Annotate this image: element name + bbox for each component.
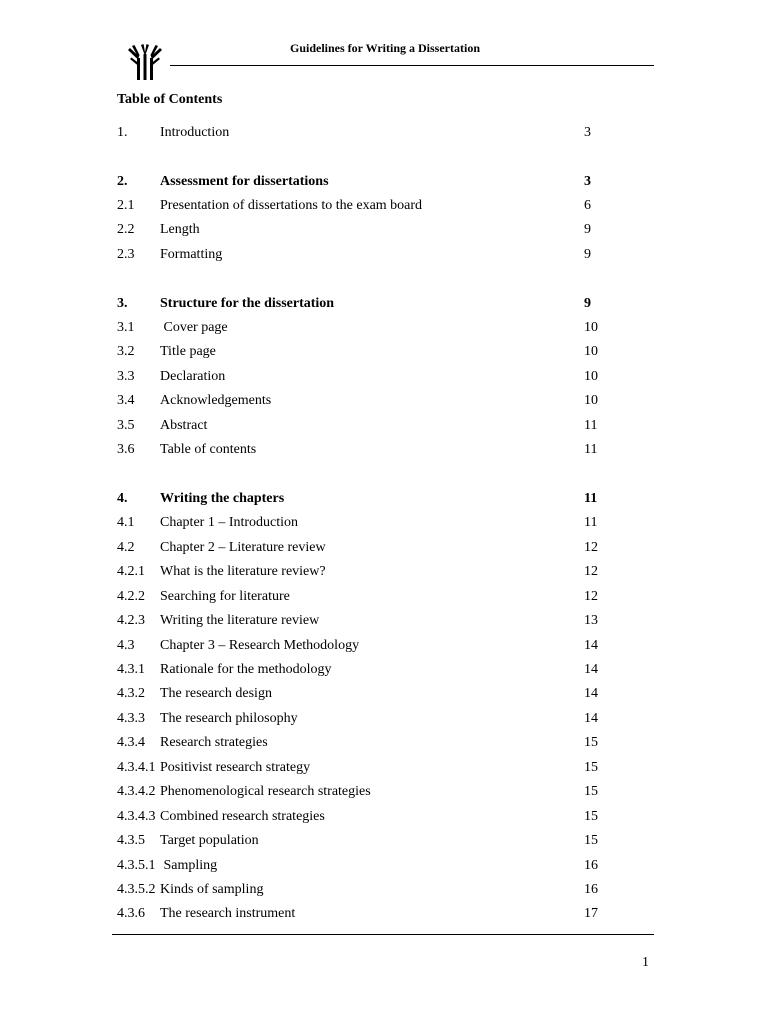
- toc-entry-number: 4.3.4.2: [117, 784, 156, 799]
- toc-entry-title: Combined research strategies: [160, 809, 325, 824]
- toc-entry-title: Writing the literature review: [160, 613, 320, 628]
- toc-entry-page: 16: [584, 858, 598, 873]
- toc-entry-title: Positivist research strategy: [160, 760, 311, 775]
- toc-entry-title: Acknowledgements: [160, 393, 272, 408]
- toc-entry: [0, 342, 768, 362]
- toc-entry-number: 4.3.1: [117, 662, 145, 677]
- toc-entry: [0, 220, 768, 240]
- toc-entry-page: 15: [584, 809, 598, 824]
- toc-entry-number: 4.3.4: [117, 735, 145, 750]
- document-header-title: Guidelines for Writing a Dissertation: [290, 41, 481, 55]
- toc-entry: [0, 172, 768, 192]
- page-number: 1: [642, 955, 649, 970]
- toc-entry-title: Chapter 2 – Literature review: [160, 540, 326, 555]
- toc-entry-title: Rationale for the methodology: [160, 662, 332, 677]
- toc-entry-number: 4.2.3: [117, 613, 145, 628]
- toc-entry-page: 12: [584, 589, 598, 604]
- toc-entry-title: Cover page: [160, 320, 228, 335]
- toc-entry-title: The research philosophy: [160, 711, 298, 726]
- toc-entry: [0, 904, 768, 924]
- toc-entry-page: 14: [584, 711, 598, 726]
- toc-entry: [0, 123, 768, 143]
- toc-entry-number: 1.: [117, 125, 128, 140]
- toc-entry: [0, 856, 768, 876]
- toc-entry-page: 16: [584, 882, 598, 897]
- toc-entry-title: Declaration: [160, 369, 226, 384]
- toc-entry: [0, 684, 768, 704]
- toc-entry-page: 11: [584, 515, 598, 530]
- toc-entry-title: Sampling: [160, 858, 218, 873]
- toc-entry-page: 14: [584, 686, 598, 701]
- toc-entry-number: 2.1: [117, 198, 135, 213]
- toc-entry: [0, 391, 768, 411]
- toc-entry-page: 12: [584, 540, 598, 555]
- toc-entry: [0, 880, 768, 900]
- toc-entry-page: 10: [584, 320, 598, 335]
- toc-heading: Table of Contents: [117, 92, 223, 107]
- toc-entry: [0, 709, 768, 729]
- toc-entry-number: 3.1: [117, 320, 135, 335]
- toc-entry: [0, 660, 768, 680]
- toc-entry-title: Introduction: [160, 125, 230, 140]
- toc-entry-title: Searching for literature: [160, 589, 290, 604]
- toc-entry-page: 15: [584, 760, 598, 775]
- toc-entry-title: Title page: [160, 344, 216, 359]
- toc-entry-page: 9: [584, 296, 591, 311]
- toc-entry-title: Kinds of sampling: [160, 882, 264, 897]
- toc-entry-number: 4.3.5.1: [117, 858, 156, 873]
- toc-entry-page: 3: [584, 174, 591, 189]
- toc-entry-number: 4.3.5: [117, 833, 145, 848]
- toc-entry-number: 4.2.2: [117, 589, 145, 604]
- toc-entry-page: 12: [584, 564, 598, 579]
- toc-entry-number: 3.5: [117, 418, 135, 433]
- toc-entry: [0, 489, 768, 509]
- toc-entry: [0, 538, 768, 558]
- toc-entry-page: 3: [584, 125, 591, 140]
- toc-entry-page: 11: [584, 418, 598, 433]
- toc-entry-page: 15: [584, 784, 598, 799]
- toc-entry-title: The research design: [160, 686, 272, 701]
- toc-entry: [0, 782, 768, 802]
- toc-entry-page: 10: [584, 344, 598, 359]
- toc-entry-page: 14: [584, 638, 598, 653]
- toc-entry-number: 4.3.4.1: [117, 760, 156, 775]
- toc-entry-page: 9: [584, 247, 591, 262]
- toc-entry-title: Target population: [160, 833, 259, 848]
- toc-entry: [0, 294, 768, 314]
- toc-entry-title: Presentation of dissertations to the exam board: [160, 198, 423, 213]
- toc-entry-page: 9: [584, 222, 591, 237]
- toc-entry-number: 4.3.5.2: [117, 882, 156, 897]
- toc-entry-number: 4.2.1: [117, 564, 145, 579]
- toc-entry-page: 11: [584, 491, 598, 506]
- toc-entry: [0, 367, 768, 387]
- toc-entry-title: What is the literature review?: [160, 564, 326, 579]
- footer-divider: [112, 934, 654, 935]
- toc-entry: [0, 733, 768, 753]
- toc-entry-page: 15: [584, 833, 598, 848]
- toc-entry: [0, 636, 768, 656]
- toc-entry-title: Abstract: [160, 418, 208, 433]
- toc-entry-number: 4.: [117, 491, 128, 506]
- toc-entry-number: 4.3.2: [117, 686, 145, 701]
- toc-entry-title: Chapter 1 – Introduction: [160, 515, 299, 530]
- toc-entry-page: 17: [584, 906, 598, 921]
- toc-entry: [0, 318, 768, 338]
- toc-entry-number: 4.3.4.3: [117, 809, 156, 824]
- toc-entry-number: 4.1: [117, 515, 135, 530]
- toc-entry-number: 3.4: [117, 393, 135, 408]
- toc-entry-number: 4.3.3: [117, 711, 145, 726]
- toc-entry: [0, 440, 768, 460]
- toc-entry: [0, 807, 768, 827]
- toc-entry-page: 13: [584, 613, 598, 628]
- toc-entry-title: Length: [160, 222, 200, 237]
- toc-entry-page: 14: [584, 662, 598, 677]
- toc-entry-title: Table of contents: [160, 442, 257, 457]
- toc-entry-number: 4.3: [117, 638, 135, 653]
- toc-entry-page: 10: [584, 369, 598, 384]
- toc-entry-number: 4.3.6: [117, 906, 145, 921]
- toc-entry-page: 15: [584, 735, 598, 750]
- toc-entry: [0, 562, 768, 582]
- toc-entry-number: 3.2: [117, 344, 135, 359]
- toc-entry: [0, 587, 768, 607]
- toc-entry: [0, 196, 768, 216]
- header-divider: [170, 65, 654, 66]
- toc-entry-number: 4.2: [117, 540, 135, 555]
- toc-entry-title: Research strategies: [160, 735, 268, 750]
- toc-entry-number: 3.3: [117, 369, 135, 384]
- toc-entry-title: Assessment for dissertations: [160, 174, 329, 189]
- toc-entry-title: Phenomenological research strategies: [160, 784, 371, 799]
- toc-entry-title: The research instrument: [160, 906, 296, 921]
- toc-entry-number: 3.6: [117, 442, 135, 457]
- toc-entry-number: 2.3: [117, 247, 135, 262]
- toc-entry-number: 2.: [117, 174, 128, 189]
- toc-entry: [0, 245, 768, 265]
- toc-entry: [0, 416, 768, 436]
- toc-entry-number: 2.2: [117, 222, 135, 237]
- toc-entry: [0, 831, 768, 851]
- toc-entry-title: Formatting: [160, 247, 223, 262]
- university-logo: [126, 44, 164, 80]
- toc-entry-title: Chapter 3 – Research Methodology: [160, 638, 360, 653]
- toc-entry: [0, 513, 768, 533]
- toc-entry-page: 10: [584, 393, 598, 408]
- toc-entry-page: 11: [584, 442, 598, 457]
- toc-entry: [0, 611, 768, 631]
- toc-entry-title: Writing the chapters: [160, 491, 285, 506]
- toc-entry-title: Structure for the dissertation: [160, 296, 335, 311]
- toc-entry: [0, 758, 768, 778]
- toc-entry-number: 3.: [117, 296, 128, 311]
- toc-entry-page: 6: [584, 198, 591, 213]
